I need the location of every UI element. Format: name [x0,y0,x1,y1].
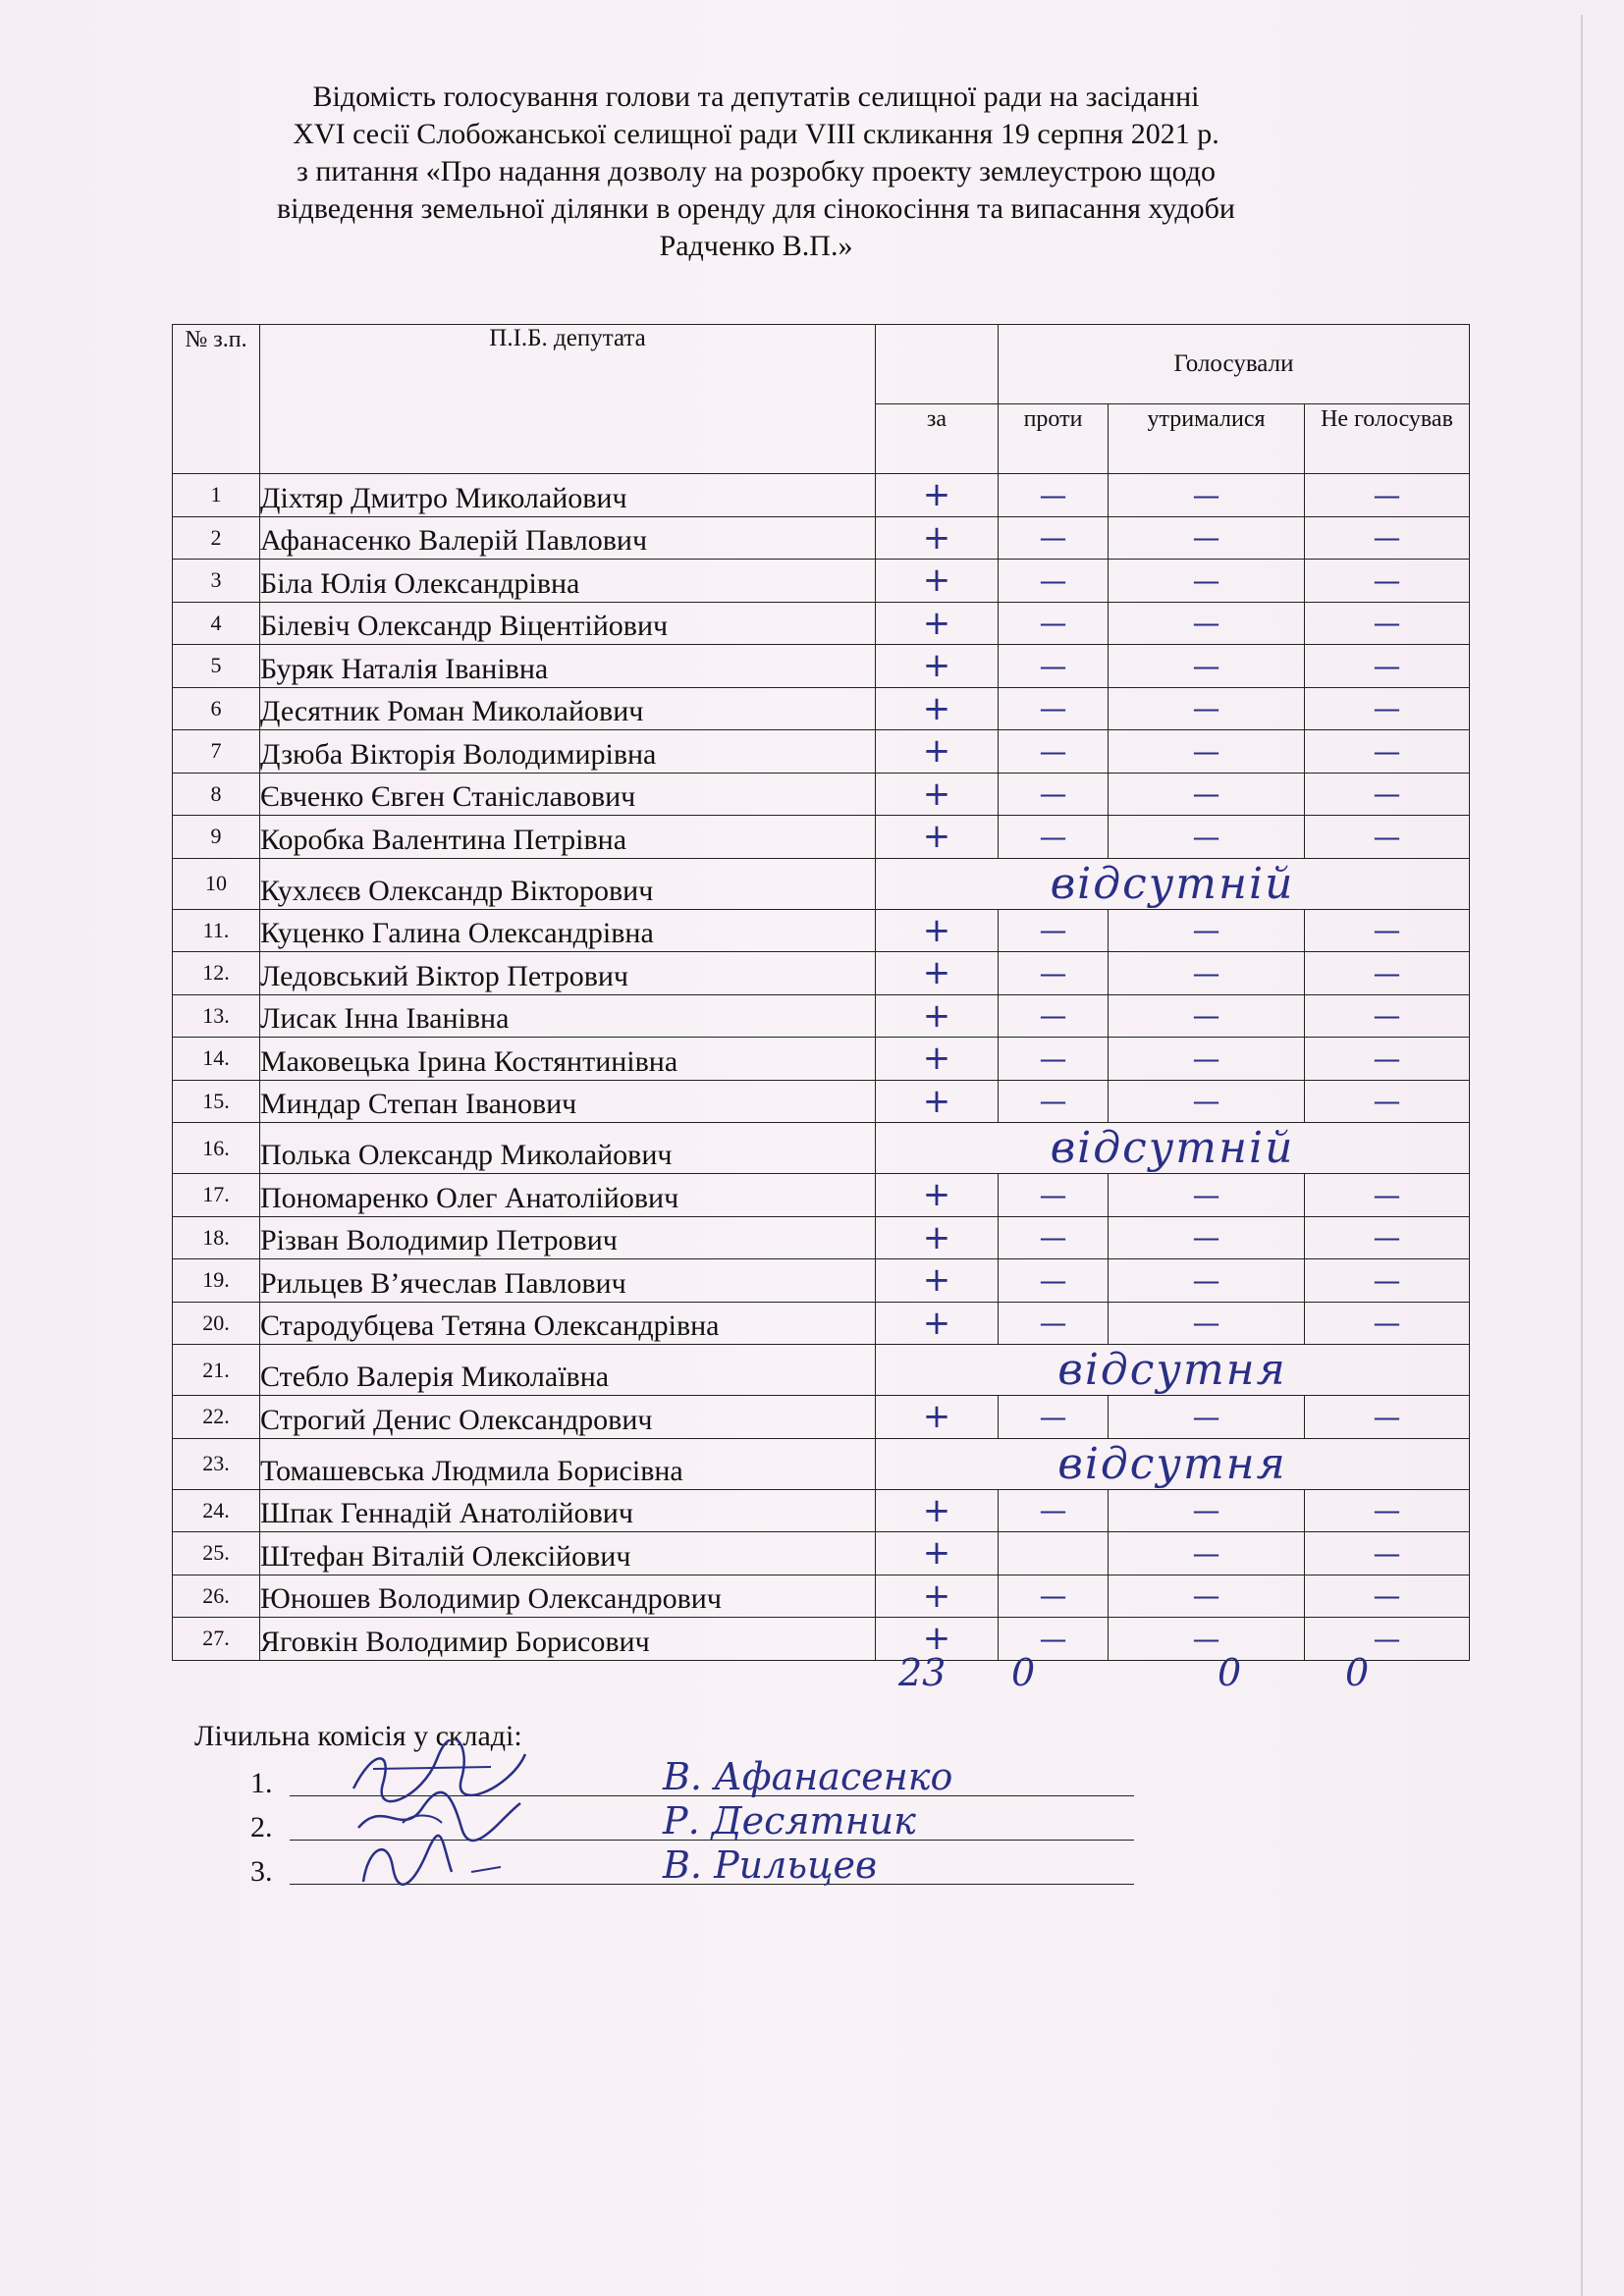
vote-za-mark: + [876,730,999,774]
vote-utrymalysia-mark: — [1109,1532,1305,1575]
vote-utrymalysia-mark: — [1109,516,1305,560]
deputy-name: Євченко Євген Станіславович [260,773,876,816]
deputy-name: Білевіч Олександр Віцентійович [260,602,876,645]
table-row [173,560,1470,603]
vote-ne-holosuvav-mark: — [1305,994,1470,1038]
vote-ne-holosuvav-mark: — [1305,516,1470,560]
vote-proty-mark: — [999,952,1109,995]
vote-za-mark: + [876,1396,999,1439]
vote-proty-mark: — [999,1396,1109,1439]
vote-utrymalysia-mark: — [1109,1038,1305,1081]
total-za: 23 [898,1651,947,1694]
deputy-name: Різван Володимир Петрович [260,1216,876,1259]
vote-proty-mark: — [999,909,1109,952]
vote-proty-mark: — [999,1174,1109,1217]
vote-proty-mark: — [999,1575,1109,1618]
row-number: 16. [173,1123,260,1174]
deputy-name: Томашевська Людмила Борисівна [260,1438,876,1489]
deputy-name: Рильцев В’ячеслав Павлович [260,1259,876,1303]
vote-za-mark: + [876,909,999,952]
deputy-name: Полька Олександр Миколайович [260,1123,876,1174]
total-proty: 0 [1011,1651,1036,1694]
table-row [173,1216,1470,1259]
vote-proty-mark: — [999,602,1109,645]
deputy-name: Біла Юлія Олександрівна [260,560,876,603]
title-line-5: Радченко В.П.» [659,230,853,262]
vote-proty-mark: — [999,1216,1109,1259]
deputy-name: Стебло Валерія Миколаївна [260,1345,876,1396]
deputy-name: Строгий Денис Олександрович [260,1396,876,1439]
row-number: 15. [173,1080,260,1123]
vote-proty-mark: — [999,1489,1109,1532]
row-number: 22. [173,1396,260,1439]
row-number: 19. [173,1259,260,1303]
table-row [173,1438,1470,1489]
row-number: 8 [173,773,260,816]
table-row [173,994,1470,1038]
vote-ne-holosuvav-mark: — [1305,1174,1470,1217]
deputy-name: Лисак Інна Іванівна [260,994,876,1038]
vote-utrymalysia-mark: — [1109,560,1305,603]
total-ne-holosuvav: 0 [1345,1651,1370,1694]
table-body [173,474,1470,1661]
deputy-name: Дзюба Вікторія Володимирівна [260,730,876,774]
vote-proty-mark: — [999,730,1109,774]
vote-ne-holosuvav-mark: — [1305,1038,1470,1081]
deputy-name: Ледовський Віктор Петрович [260,952,876,995]
vote-ne-holosuvav-mark: — [1305,1489,1470,1532]
row-number: 14. [173,1038,260,1081]
deputy-name: Юношев Володимир Олександрович [260,1575,876,1618]
row-number: 17. [173,1174,260,1217]
vote-ne-holosuvav-mark: — [1305,474,1470,517]
vote-utrymalysia-mark: — [1109,1575,1305,1618]
absent-note: відсутній [876,1123,1470,1174]
vote-utrymalysia-mark: — [1109,909,1305,952]
vote-za-mark: + [876,1080,999,1123]
header-voted: Голосували [999,325,1470,404]
vote-proty-mark: — [999,1259,1109,1303]
vote-ne-holosuvav-mark: — [1305,645,1470,688]
deputy-name: Діхтяр Дмитро Миколайович [260,474,876,517]
row-number: 1 [173,474,260,517]
vote-utrymalysia-mark: — [1109,1174,1305,1217]
table-row [173,1259,1470,1303]
vote-ne-holosuvav-mark: — [1305,1396,1470,1439]
deputy-name: Штефан Віталій Олексійович [260,1532,876,1575]
deputy-name: Кухлєєв Олександр Вікторович [260,858,876,909]
vote-proty-mark [999,1532,1109,1575]
table-row [173,773,1470,816]
vote-utrymalysia-mark: — [1109,602,1305,645]
deputy-name: Буряк Наталія Іванівна [260,645,876,688]
vote-utrymalysia-mark: — [1109,816,1305,859]
deputy-name: Яговкін Володимир Борисович [260,1618,876,1661]
header-name: П.І.Б. депутата [260,325,876,474]
row-number: 23. [173,1438,260,1489]
deputy-name: Пономаренко Олег Анатолійович [260,1174,876,1217]
vote-proty-mark: — [999,1038,1109,1081]
absent-note: відсутній [876,858,1470,909]
signature-mark [344,1828,530,1896]
header-num: № з.п. [173,325,260,474]
row-number: 27. [173,1618,260,1661]
vote-ne-holosuvav-mark: — [1305,602,1470,645]
table-row [173,1174,1470,1217]
vote-utrymalysia-mark: — [1109,474,1305,517]
vote-ne-holosuvav-mark: — [1305,909,1470,952]
member-number: 2. [250,1811,273,1843]
table-row [173,602,1470,645]
vote-ne-holosuvav-mark: — [1305,1259,1470,1303]
vote-ne-holosuvav-mark: — [1305,773,1470,816]
row-number: 3 [173,560,260,603]
vote-za-mark: + [876,1302,999,1345]
title-line-4: відведення земельної ділянки в оренду для сінокосіння та випасання худоби [277,192,1235,225]
table-row [173,645,1470,688]
row-number: 13. [173,994,260,1038]
vote-za-mark: + [876,474,999,517]
row-number: 24. [173,1489,260,1532]
vote-proty-mark: — [999,773,1109,816]
table-row [173,909,1470,952]
vote-utrymalysia-mark: — [1109,1080,1305,1123]
scan-edge-line [1581,15,1583,2296]
row-number: 7 [173,730,260,774]
title-line-3: з питання «Про надання дозволу на розробку проекту землеустрою щодо [297,155,1216,187]
deputy-name: Стародубцева Тетяна Олександрівна [260,1302,876,1345]
vote-proty-mark: — [999,994,1109,1038]
deputy-name: Десятник Роман Миколайович [260,687,876,730]
member-number: 3. [250,1855,273,1888]
deputy-name: Афанасенко Валерій Павлович [260,516,876,560]
deputy-name: Шпак Геннадій Анатолійович [260,1489,876,1532]
header-ne-holosuvav: Не голосував [1305,404,1470,474]
vote-ne-holosuvav-mark: — [1305,1532,1470,1575]
vote-za-mark: + [876,1174,999,1217]
row-number: 5 [173,645,260,688]
table-row [173,858,1470,909]
vote-za-mark: + [876,1532,999,1575]
vote-proty-mark: — [999,1302,1109,1345]
vote-utrymalysia-mark: — [1109,1618,1305,1661]
vote-ne-holosuvav-mark: — [1305,952,1470,995]
vote-proty-mark: — [999,687,1109,730]
vote-za-mark: + [876,1575,999,1618]
vote-utrymalysia-mark: — [1109,687,1305,730]
row-number: 11. [173,909,260,952]
vote-utrymalysia-mark: — [1109,645,1305,688]
vote-za-mark: + [876,1618,999,1661]
table-row [173,1345,1470,1396]
vote-utrymalysia-mark: — [1109,1302,1305,1345]
commission-label: Лічильна комісія у складі: [194,1720,522,1752]
vote-utrymalysia-mark: — [1109,994,1305,1038]
vote-za-mark: + [876,1038,999,1081]
vote-ne-holosuvav-mark: — [1305,730,1470,774]
deputy-name: Коробка Валентина Петрівна [260,816,876,859]
vote-za-mark: + [876,773,999,816]
title-line-2: XVI сесії Слобожанської селищної ради VIII скликання 19 серпня 2021 р. [293,118,1219,150]
vote-za-mark: + [876,1259,999,1303]
row-number: 2 [173,516,260,560]
row-number: 26. [173,1575,260,1618]
vote-za-mark: + [876,687,999,730]
vote-proty-mark: — [999,560,1109,603]
vote-proty-mark: — [999,1080,1109,1123]
header-proty: проти [999,404,1109,474]
vote-proty-mark: — [999,474,1109,517]
document-title [157,79,1355,265]
vote-ne-holosuvav-mark: — [1305,1302,1470,1345]
table-row [173,952,1470,995]
vote-ne-holosuvav-mark: — [1305,1575,1470,1618]
vote-utrymalysia-mark: — [1109,1259,1305,1303]
absent-note: відсутня [876,1345,1470,1396]
voting-table [172,324,1470,1661]
vote-utrymalysia-mark: — [1109,952,1305,995]
table-row [173,1123,1470,1174]
deputy-name: Маковецька Ірина Костянтинівна [260,1038,876,1081]
vote-utrymalysia-mark: — [1109,1489,1305,1532]
table-row [173,1489,1470,1532]
title-line-1: Відомість голосування голови та депутатів селищної ради на засіданні [312,80,1200,113]
commission-member [250,1845,1134,1889]
member-number: 1. [250,1767,273,1799]
vote-utrymalysia-mark: — [1109,1396,1305,1439]
row-number: 4 [173,602,260,645]
row-number: 6 [173,687,260,730]
vote-proty-mark: — [999,1618,1109,1661]
vote-za-mark: + [876,952,999,995]
table-row [173,687,1470,730]
header-blank [876,325,999,404]
row-number: 12. [173,952,260,995]
vote-za-mark: + [876,1489,999,1532]
vote-ne-holosuvav-mark: — [1305,816,1470,859]
vote-ne-holosuvav-mark: — [1305,560,1470,603]
vote-utrymalysia-mark: — [1109,773,1305,816]
table-row [173,474,1470,517]
table-row [173,1080,1470,1123]
vote-utrymalysia-mark: — [1109,730,1305,774]
table-row [173,516,1470,560]
table-row [173,1575,1470,1618]
vote-za-mark: + [876,645,999,688]
member-name: В. Афанасенко [663,1755,953,1798]
table-row [173,1038,1470,1081]
vote-proty-mark: — [999,645,1109,688]
member-name: Р. Десятник [663,1799,916,1842]
totals-row [0,1651,1624,1710]
member-name: В. Рильцев [663,1843,878,1887]
vote-za-mark: + [876,516,999,560]
vote-za-mark: + [876,816,999,859]
header-utrymalysia: утрималися [1109,404,1305,474]
row-number: 10 [173,858,260,909]
table-row [173,816,1470,859]
vote-ne-holosuvav-mark: — [1305,1618,1470,1661]
vote-ne-holosuvav-mark: — [1305,1080,1470,1123]
vote-ne-holosuvav-mark: — [1305,1216,1470,1259]
vote-proty-mark: — [999,816,1109,859]
header-za: за [876,404,999,474]
total-utrymalysia: 0 [1218,1651,1242,1694]
table-row [173,1396,1470,1439]
row-number: 9 [173,816,260,859]
absent-note: відсутня [876,1438,1470,1489]
row-number: 18. [173,1216,260,1259]
vote-proty-mark: — [999,516,1109,560]
vote-za-mark: + [876,1216,999,1259]
table-row [173,1532,1470,1575]
deputy-name: Куценко Галина Олександрівна [260,909,876,952]
row-number: 25. [173,1532,260,1575]
row-number: 20. [173,1302,260,1345]
deputy-name: Миндар Степан Іванович [260,1080,876,1123]
table-row [173,730,1470,774]
table-row [173,1302,1470,1345]
vote-za-mark: + [876,602,999,645]
vote-ne-holosuvav-mark: — [1305,687,1470,730]
vote-za-mark: + [876,994,999,1038]
vote-za-mark: + [876,560,999,603]
vote-utrymalysia-mark: — [1109,1216,1305,1259]
row-number: 21. [173,1345,260,1396]
